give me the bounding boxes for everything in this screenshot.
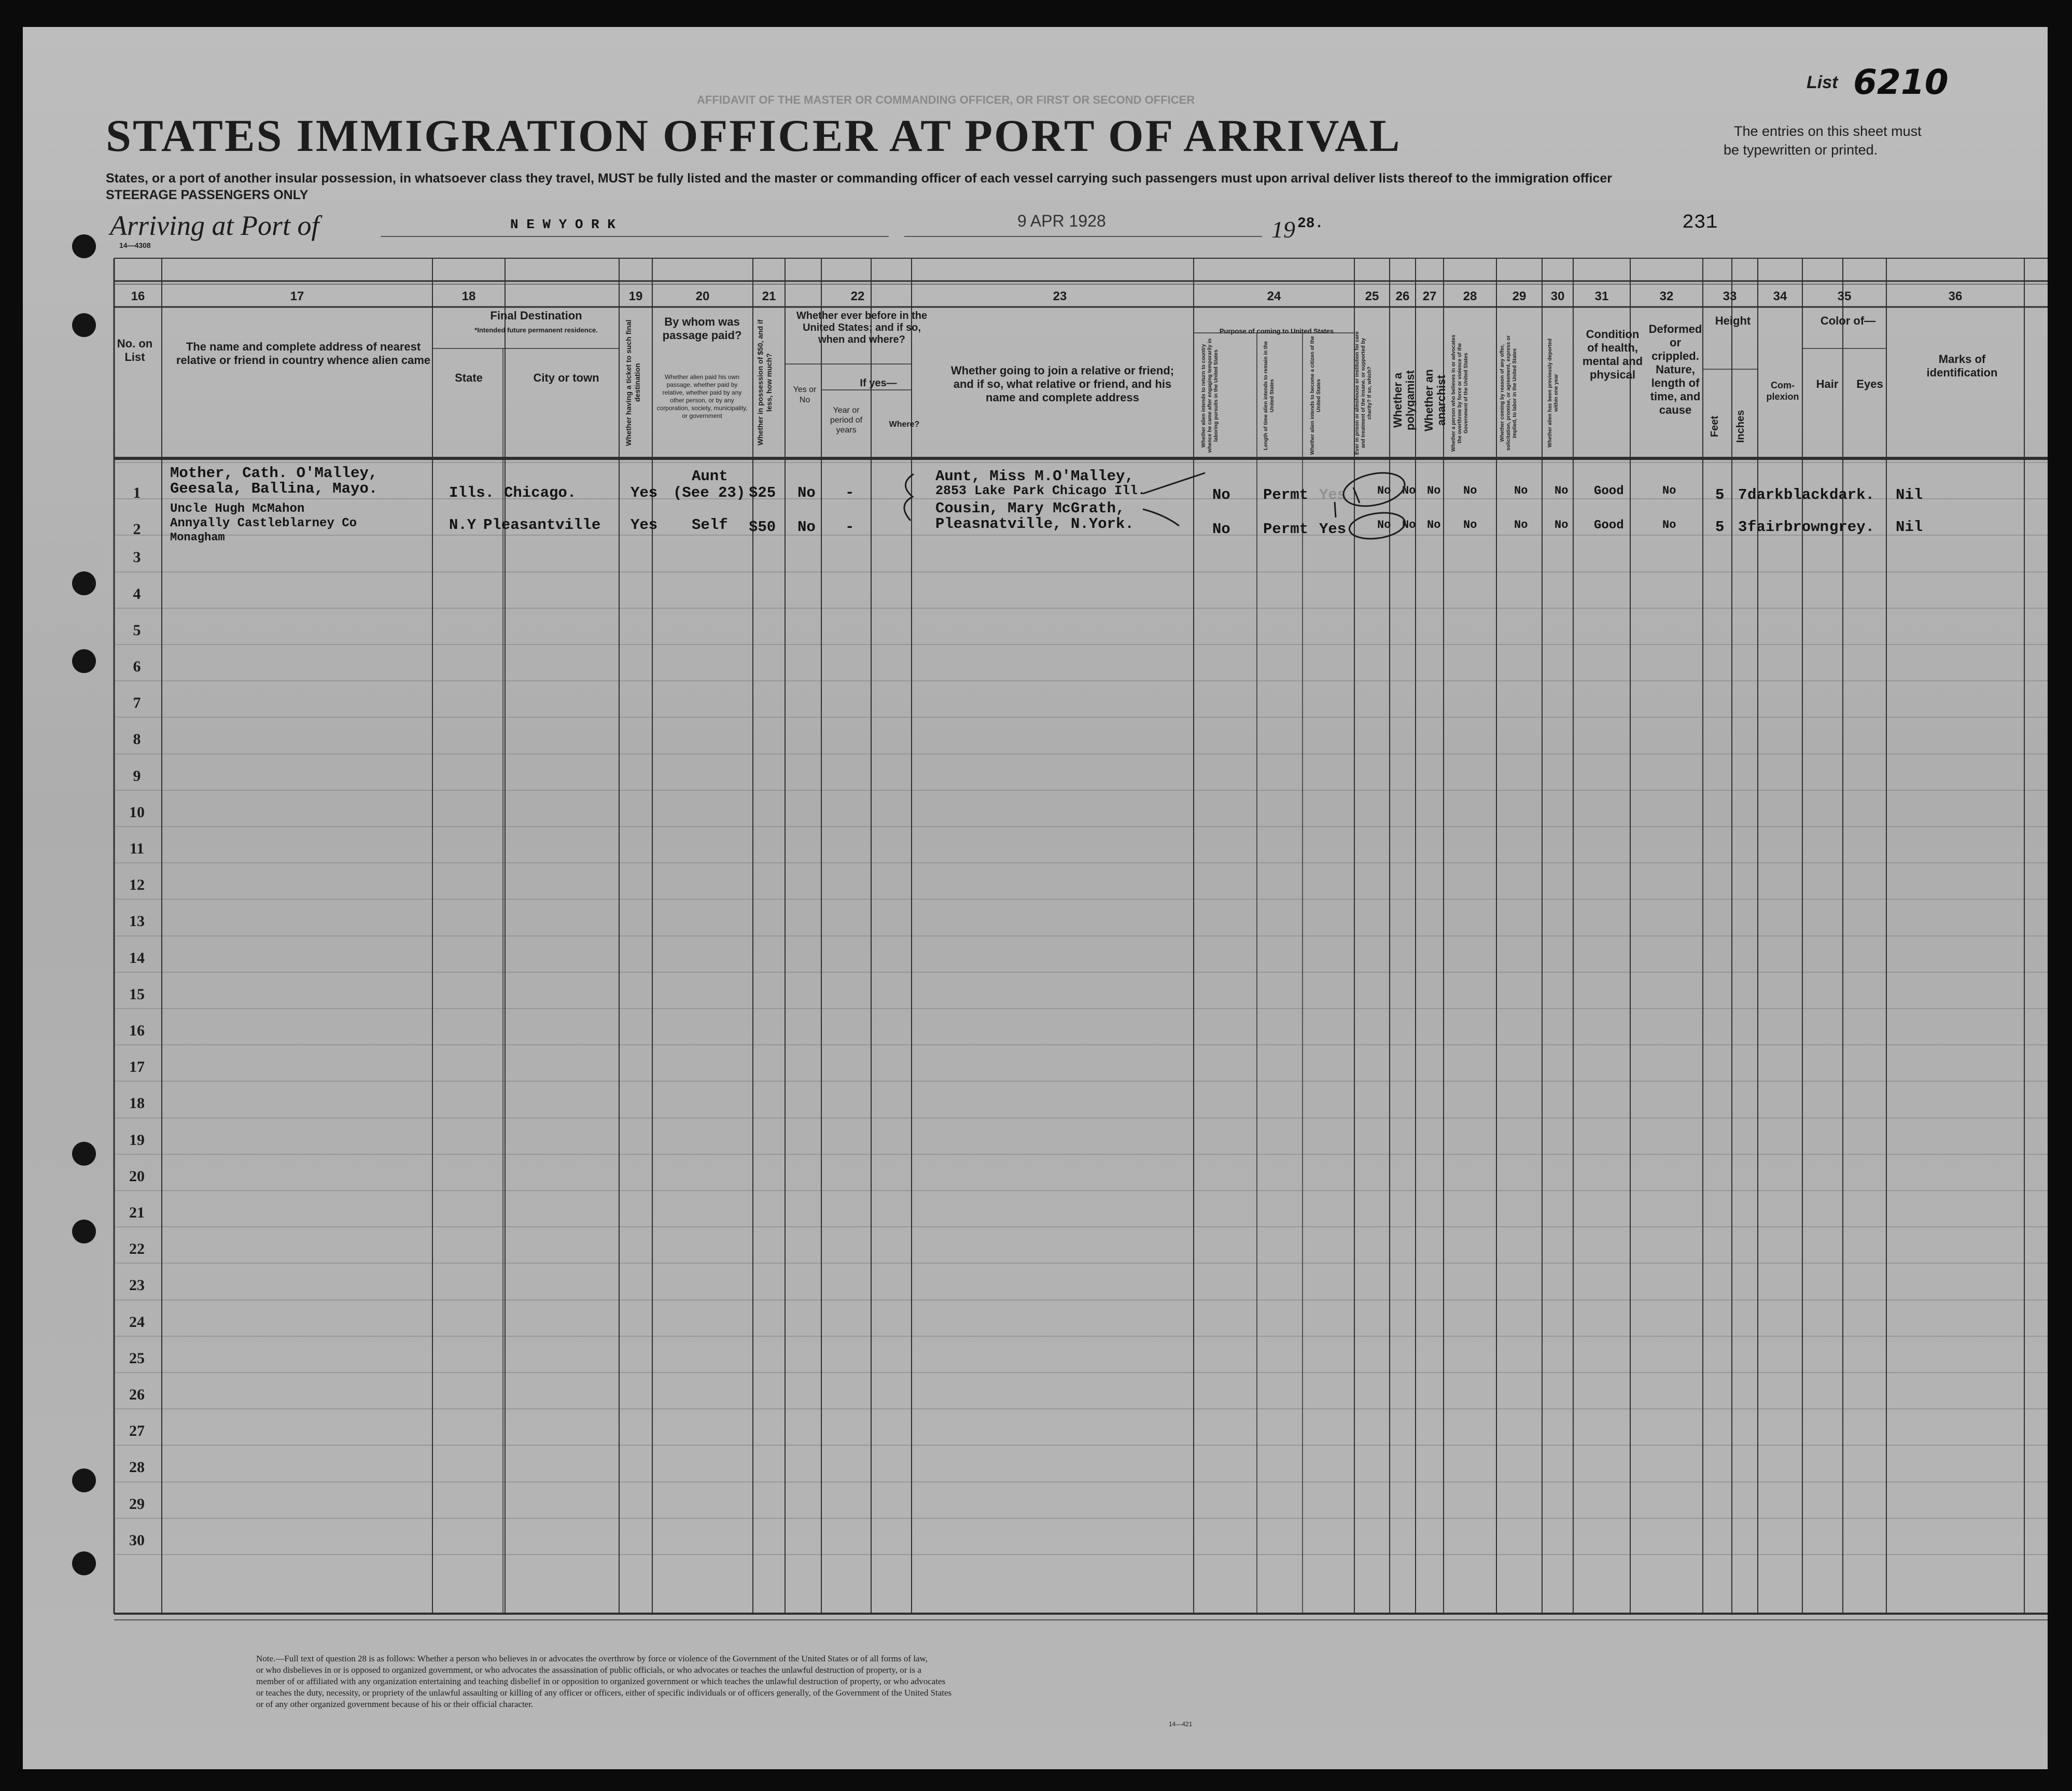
q28: No [1463, 484, 1477, 497]
row-number: 6 [133, 658, 141, 675]
header-joining-relative: Whether going to join a relative or friend; and if so, what relative or friend, and his name and complete address [950, 364, 1174, 404]
header-before-in-us: Whether ever before in the United States; and if so, when and where? [796, 310, 928, 345]
typewritten-note-2: be typewritten or printed. [1724, 142, 1878, 158]
row-number: 7 [133, 694, 141, 711]
ticket: Yes [631, 484, 658, 501]
header-prison: Ever in prison or almshouse or institution for care and treatment of the insane, or supported by charity? If so, which? [1354, 331, 1373, 455]
row-number: 12 [129, 876, 145, 893]
destination-city: Pleasantville [483, 516, 601, 534]
footer-note-line: or who disbelieves in or is opposed to organized government, or who advocates the assassination of public officials, or who advocates or teaches the unlawful destruction of property, or is a [256, 1665, 921, 1675]
before-in-us: No [797, 484, 816, 501]
row-number: 4 [133, 585, 141, 603]
purpose-return: No [1212, 486, 1230, 503]
relative-address: Annyally Castleblarney Co [170, 516, 357, 530]
header-q28: Whether a person who believes in or advocates the overthrow by force or violence of the Government of the United States [1451, 334, 1469, 452]
header-final-destination-note: *Intended future permanent residence. [474, 326, 598, 334]
deported: No [1555, 519, 1569, 531]
row-number: 16 [129, 1022, 145, 1039]
row-number: 21 [129, 1204, 145, 1221]
row-number: 27 [129, 1422, 145, 1439]
before-in-us: No [797, 519, 816, 536]
eye-color: grey. [1829, 519, 1875, 536]
form-number: 14—4308 [119, 241, 151, 249]
row-number: 14 [129, 949, 145, 967]
money: $25 [749, 484, 776, 501]
polygamist: No [1402, 484, 1416, 497]
health: Good [1594, 484, 1624, 498]
row-number: 25 [129, 1350, 145, 1367]
row-number: 22 [129, 1240, 145, 1257]
header-city: City or town [533, 371, 599, 384]
header-subtitle-steerage: STEERAGE PASSENGERS ONLY [106, 188, 309, 202]
row-number: 19 [129, 1131, 145, 1149]
purpose-length: Permt [1263, 486, 1309, 503]
joining: Pleasnatville, N.York. [935, 515, 1134, 533]
complexion: fair [1747, 519, 1784, 536]
purpose-citizen: Yes [1319, 521, 1347, 538]
purpose-length: Permt [1263, 521, 1309, 538]
row-number: 2 [133, 521, 141, 538]
anarchist: No [1427, 484, 1441, 497]
deformed: No [1662, 519, 1676, 531]
paid-by: Self [692, 516, 728, 534]
deformed: No [1662, 484, 1676, 497]
date-stamp: 9 APR 1928 [1017, 212, 1106, 230]
complexion: dark [1747, 486, 1784, 503]
height-inches: 3 [1738, 519, 1747, 536]
row-number: 3 [133, 549, 141, 566]
punch-hole [72, 571, 96, 595]
table-rules [23, 27, 2048, 1769]
typewritten-note: The entries on this sheet must [1734, 123, 1922, 139]
health: Good [1594, 519, 1624, 533]
row-number: 18 [129, 1095, 145, 1112]
joining: 2853 Lake Park Chicago Ill. [935, 483, 1146, 498]
row-number: 11 [129, 840, 145, 857]
header-inches: Inches [1735, 410, 1746, 443]
destination-state: Ills. [449, 484, 495, 501]
header-anarchist: Whether an anarchist [1422, 369, 1448, 431]
header-yes-no: Yes or No [793, 385, 817, 404]
punch-hole [72, 1468, 96, 1492]
footer-note-line: or of any other organized government because of his or their official character. [256, 1699, 534, 1709]
row-number: 28 [129, 1459, 145, 1476]
punch-hole [72, 234, 96, 258]
prison: No [1377, 519, 1391, 531]
header-purpose: Purpose of coming to United States [1219, 327, 1334, 335]
footer-note-line: or teaches the duty, necessity, or propriety of the unlawful assaulting or killing of any officer or officers, either of specific individuals or of officers generally, of the Government of the United States [256, 1688, 952, 1698]
list-number: 6210 [1853, 62, 1949, 102]
row-number: 30 [129, 1532, 145, 1549]
header-color-of: Color of— [1820, 314, 1876, 327]
punch-hole [72, 1220, 96, 1243]
row-number: 26 [129, 1386, 145, 1403]
paid-by: Aunt [692, 468, 728, 485]
port-name: N E W Y O R K [510, 217, 615, 232]
row-number: 20 [129, 1168, 145, 1185]
list-label: List [1807, 73, 1838, 92]
row-number: 13 [129, 913, 145, 930]
header-hair: Hair [1816, 377, 1839, 390]
row-number: 1 [133, 484, 141, 501]
row-number: 17 [129, 1058, 145, 1075]
ticket: Yes [631, 516, 658, 534]
paid-by: (See 23) [673, 484, 746, 501]
header-purpose-return: Whether alien intends to return to country whence he came after engaging temporarily in laboring pursuits in the United States [1201, 338, 1219, 453]
header-if-yes: If yes— [860, 377, 897, 389]
header-complexion: Com-plexion [1766, 380, 1799, 402]
row-number: 24 [129, 1313, 145, 1331]
money: $50 [749, 519, 776, 536]
header-state: State [455, 371, 483, 384]
years: - [845, 519, 855, 536]
row-number: 8 [133, 731, 141, 748]
row-number: 10 [129, 804, 145, 821]
header-purpose-citizen: Whether alien intends to become a citizen of the United States [1310, 336, 1322, 455]
joining: Aunt, Miss M.O'Malley, [935, 468, 1134, 485]
deported: No [1555, 484, 1569, 497]
header-years: Year or period of years [830, 406, 863, 435]
hair-color: black [1784, 486, 1829, 503]
hair-color: brown [1784, 519, 1829, 536]
polygamist: No [1402, 519, 1416, 531]
punch-hole [72, 1551, 96, 1575]
height-feet: 5 [1715, 519, 1725, 536]
row-number: 9 [133, 767, 141, 785]
footer-form-code: 14—421 [1169, 1720, 1193, 1728]
footer-note-line: Note.—Full text of question 28 is as follows: Whether a person who believes in or advocates the overthrow by force or violence of the Government of the United States or of all forms of law, [256, 1654, 928, 1663]
page-number: 231 [1682, 212, 1718, 234]
eye-color: dark. [1829, 486, 1875, 503]
manifest-sheet: AFFIDAVIT OF THE MASTER OR COMMANDING OFFICER, OR FIRST OR SECOND OFFICER List 6210 STATES IMMIGRATION OFFICER AT PORT OF ARRIVAL States, or a port of another insular possession, in whatsoever class they travel, MUST be fully listed and the master or commanding officer of each vessel carrying such passengers must upon arrival deliver lists thereof to the immigration officer STEERAGE PASSENGERS ONLY The entries on this sheet must be typewritten or printed. Arriving at Port of N E W Y O R K 9 APR 1928 19 28. 231 14—4308 16 17 18 19 20 21 22 23 24 25 26 27 28 29 30 31 32 33 34 35 36 No. on List The name and complete address of nearest relative or friend in country whence alien came Final Destination *Intended future permanent residence. State City or town Whether having a ticket to such final destination By whom was passage paid? Whether alien paid his own passage, whether paid by relative, whether paid by any other person, or by any corporation, society, municipality, or government Whether in possession of $50, and if less, how much? Whether ever before in the United States; and if so, when and where? Yes or No If yes— Year or period of years Where? Whether going to join a relative or friend; and if so, what relative or friend, and his name and complete address Purpose of coming to United States Whether alien intends to return to country whence he came after engaging temporarily in laboring pursuits in the United States Length of time alien intends to remain in the United States Whether alien intends to become a citizen of the United States Ever in prison or almshouse or institution for care and treatment of the insane, or supported by charity? If so, which? Whether a polygamist Whether an anarchist Whether a person who believes in or advocates the overthrow by force or violence of the Government of the United States Whether coming by reason of any offer, solicitation, promise, or agreement, express or implied, to labor in the United States Whether alien has been previously deported within one year Condition of health, mental and physical Deformed or crippled. Nature, length of time, and cause Height Feet Inches Com-plexion Color of— Hair Eyes Marks of identification 1 2 3 4 5 6 7 8 9 10 11 12 13 14 15 16 17 18 19 20 21 22 23 24 25 26 27 28 29 30 Mother, Cath. O'Malley, Geesala, Ballina, Mayo. Ills. Chicago. Yes Aunt (See 23) $25 No - Aunt, Miss M.O'Malley, 2853 Lake Park Chicago Ill. No Permt Yes No No No No No No Good No 5 7 dark black dark. Nil Uncle Hugh McMahon Annyally Castleblarney Co Monagham N.Y Pleasantville Yes Self $50 No - Cousin, Mary McGrath, Pleasnatville, N.York. No Permt Yes No No No No No No Good No 5 3 fair brown grey. Nil Note.—Full text of question 28 is as follows: Whether a person who believes in or advocates the overthrow by force or violence of the Government of the United States or of all forms of law, or who disbelieves in or is opposed to organized government, or who advocates the assassination of public officials, or who advocates or teaches the unlawful destruction of property, or is a member of or affiliated with any organization entertaining and teaching disbelief in or opposition to organized government or which teaches the unlawful destruction of property, or who advocates or teaches the duty, necessity, or propriety of the unlawful assaulting or killing of any officer or officers, either of specific individuals or of officers generally, of the Government of the United States or of any other organized government because of his or their official character. 14—421 [23, 27, 2048, 1769]
header-passage-paid-note: Whether alien paid his own passage, whether paid by relative, whether paid by any other person, or by any corporation, society, municipality, or government [656, 373, 748, 419]
header-eyes: Eyes [1856, 377, 1883, 390]
header-purpose-length: Length of time alien intends to remain in the United States [1263, 341, 1275, 451]
q29: No [1514, 519, 1528, 531]
footer-note-line: member of or affiliated with any organization entertaining and teaching disbelief in or opposition to organized government or which teaches the unlawful destruction of property, or who advocates [256, 1676, 946, 1686]
punch-hole [72, 313, 96, 337]
page-title: STATES IMMIGRATION OFFICER AT PORT OF ARRIVAL [106, 111, 1402, 161]
identification-marks: Nil [1896, 519, 1923, 536]
header-no-on-list: No. on List [117, 337, 153, 363]
header-marks: Marks of identification [1926, 353, 1998, 379]
q29: No [1514, 484, 1528, 497]
row-number: 5 [133, 622, 141, 639]
header-deported: Whether alien has been previously deported within one year [1547, 338, 1559, 448]
faint-bleed-through-text: AFFIDAVIT OF THE MASTER OR COMMANDING OFFICER, OR FIRST OR SECOND OFFICER [697, 93, 1195, 106]
header-polygamist: Whether a polygamist [1391, 370, 1417, 431]
relative-address: Mother, Cath. O'Malley, [170, 465, 378, 482]
header-ticket: Whether having a ticket to such final destination [624, 319, 641, 446]
header-nearest-relative: The name and complete address of nearest relative or friend in country whence alien came [176, 340, 431, 367]
row-number: 29 [129, 1495, 145, 1513]
header-where: Where? [889, 420, 920, 429]
header-health: Condition of health, mental and physical [1582, 328, 1643, 381]
height-feet: 5 [1715, 486, 1725, 503]
relative-address: Monagham [170, 531, 225, 544]
footer-note [256, 1653, 951, 1710]
header-height: Height [1715, 314, 1751, 327]
destination-state: N.Y [449, 516, 477, 534]
prison: No [1377, 484, 1391, 497]
joining: Cousin, Mary McGrath, [935, 500, 1125, 517]
height-inches: 7 [1738, 486, 1747, 503]
purpose-citizen: Yes [1319, 486, 1347, 503]
row-number: 23 [129, 1277, 145, 1294]
row-number: 15 [129, 986, 145, 1003]
destination-city: Chicago. [504, 484, 577, 501]
punch-hole [72, 649, 96, 673]
punch-hole [72, 1142, 96, 1166]
purpose-return: No [1212, 521, 1230, 538]
years: - [845, 484, 855, 501]
year-prefix: 19 [1271, 216, 1295, 243]
q28: No [1463, 519, 1477, 531]
header-passage-paid: By whom was passage paid? [662, 315, 742, 342]
header-final-destination: Final Destination [490, 309, 582, 322]
header-deformed: Deformed or crippled. Nature, length of time, and cause [1648, 323, 1702, 416]
header-subtitle: States, or a port of another insular possession, in whatsoever class they travel, MUST be fully listed and the master or commanding officer of each vessel carrying such passengers must upon arrival deliver lists thereof to the immigration officer [106, 171, 1612, 186]
relative-address: Uncle Hugh McMahon [170, 502, 305, 516]
header-feet: Feet [1709, 415, 1720, 437]
anarchist: No [1427, 519, 1441, 531]
identification-marks: Nil [1896, 486, 1923, 503]
header-q29: Whether coming by reason of any offer, solicitation, promise, or agreement, express or implied, to labor in the United States [1500, 335, 1518, 451]
header-money: Whether in possession of $50, and if less, how much? [756, 319, 773, 446]
relative-address: Geesala, Ballina, Mayo. [170, 480, 378, 497]
year-suffix: 28. [1297, 216, 1324, 232]
arriving-label: Arriving at Port of [110, 210, 319, 241]
